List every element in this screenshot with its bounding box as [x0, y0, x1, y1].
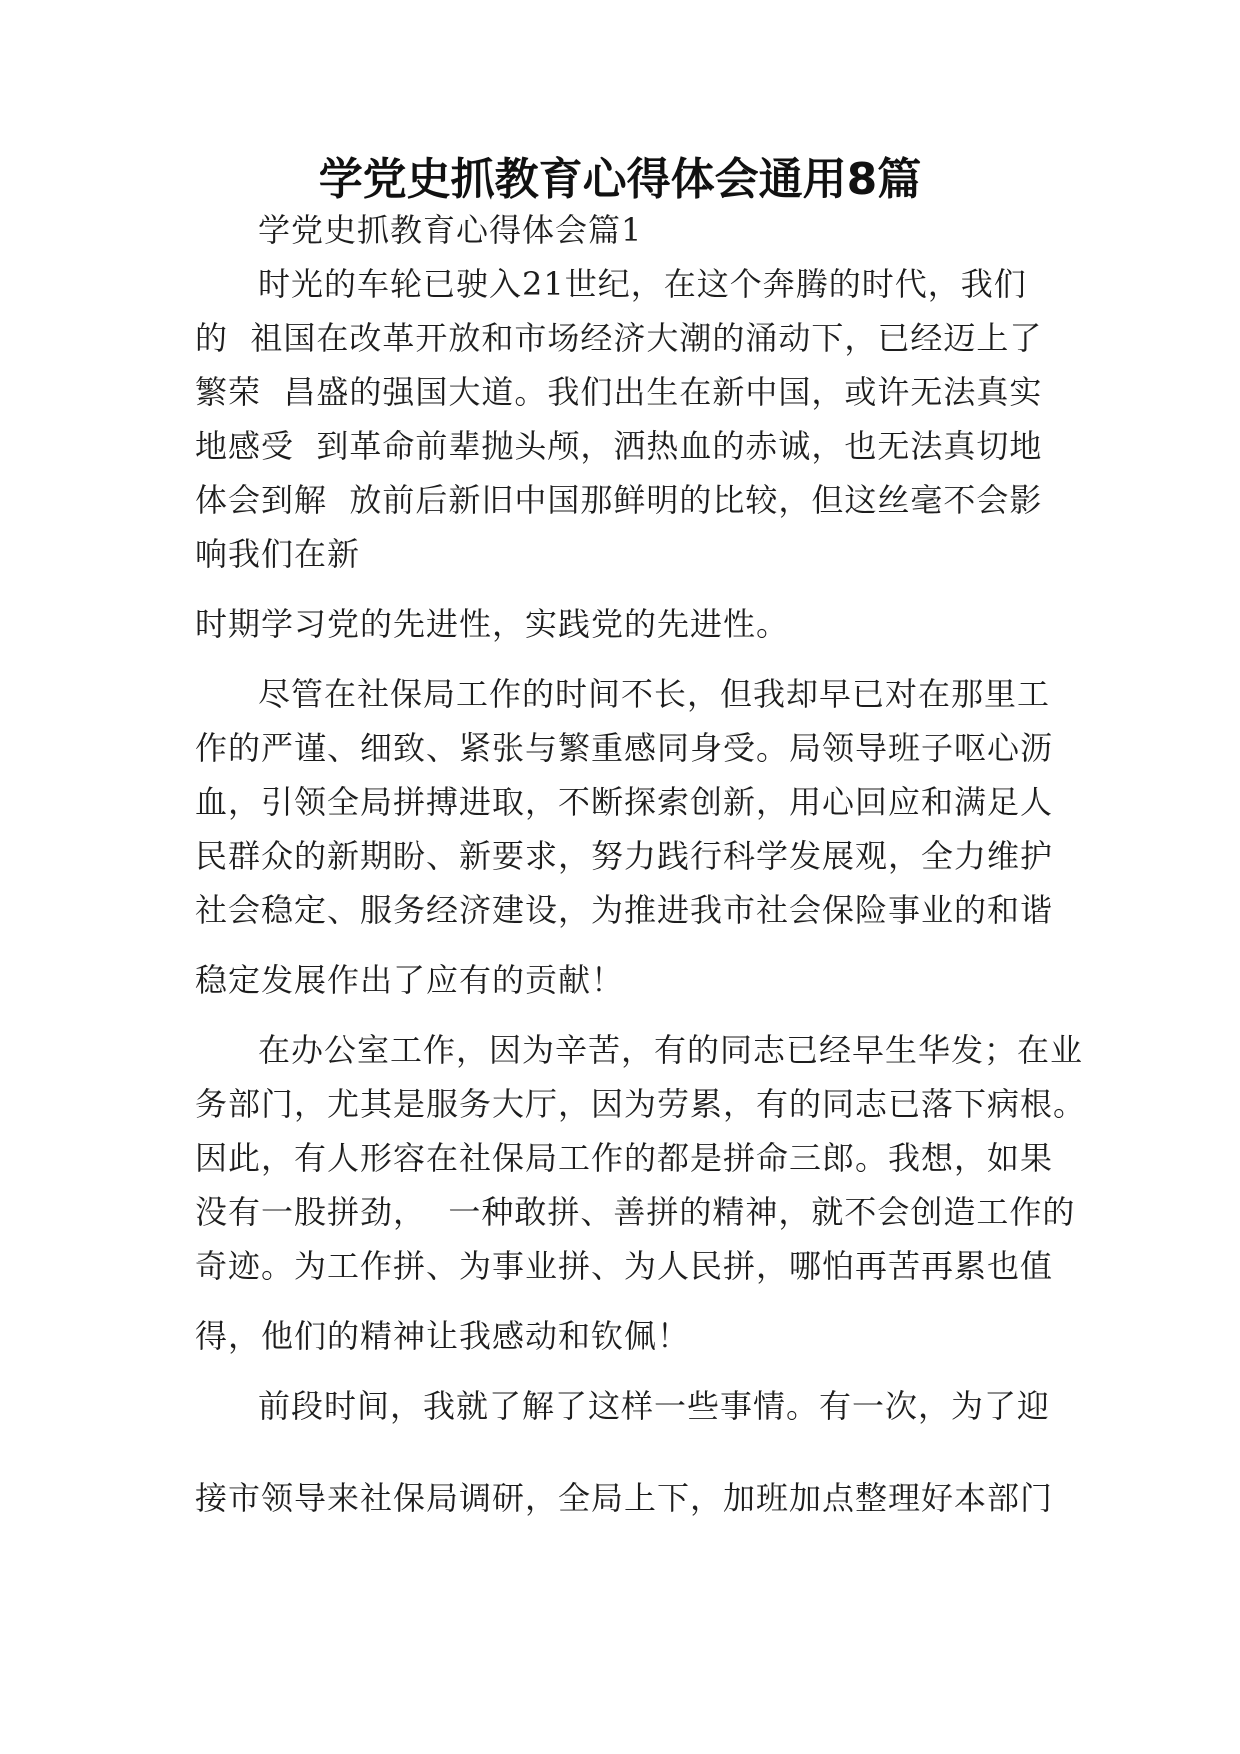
body-line: 血，引领全局拼搏进取，不断探索创新，用心回应和满足人 — [195, 783, 1054, 821]
body-line: 奇迹。为工作拼、为事业拼、为人民拼，哪怕再苦再累也值 — [195, 1247, 1054, 1285]
body-line: 因此，有人形容在社保局工作的都是拼命三郎。我想，如果 — [195, 1139, 1054, 1177]
body-line: 务部门，尤其是服务大厅，因为劳累，有的同志已落下病根。 — [195, 1085, 1087, 1123]
body-line: 稳定发展作出了应有的贡献！ — [195, 961, 625, 999]
section-heading: 学党史抓教育心得体会篇1 — [258, 211, 643, 249]
body-line: 时光的车轮已驶入21世纪，在这个奔腾的时代，我们 — [258, 265, 1027, 303]
body-line: 在办公室工作，因为辛苦，有的同志已经早生华发；在业 — [258, 1031, 1084, 1069]
body-line: 的 祖国在改革开放和市场经济大潮的涌动下，已经迈上了 — [195, 319, 1043, 357]
body-line: 尽管在社保局工作的时间不长，但我却早已对在那里工 — [258, 675, 1051, 713]
body-line: 社会稳定、服务经济建设，为推进我市社会保险事业的和谐 — [195, 891, 1054, 929]
body-line: 响我们在新 — [195, 535, 361, 573]
body-line: 得，他们的精神让我感动和钦佩！ — [195, 1317, 691, 1355]
body-line: 民群众的新期盼、新要求，努力践行科学发展观，全力维护 — [195, 837, 1054, 875]
body-line: 体会到解 放前后新旧中国那鲜明的比较，但这丝毫不会影 — [195, 481, 1043, 519]
body-line: 作的严谨、细致、紧张与繁重感同身受。局领导班子呕心沥 — [195, 729, 1054, 767]
body-line: 没有一股拼劲， 一种敢拼、善拼的精神，就不会创造工作的 — [195, 1193, 1076, 1231]
body-line: 接市领导来社保局调研，全局上下，加班加点整理好本部门 — [195, 1479, 1054, 1517]
body-line: 地感受 到革命前辈抛头颅，洒热血的赤诚，也无法真切地 — [195, 427, 1043, 465]
body-line: 时期学习党的先进性，实践党的先进性。 — [195, 605, 790, 643]
body-line: 前段时间，我就了解了这样一些事情。有一次，为了迎 — [258, 1387, 1051, 1425]
document-title: 学党史抓教育心得体会通用8篇 — [318, 154, 922, 205]
body-line: 繁荣 昌盛的强国大道。我们出生在新中国，或许无法真实 — [195, 373, 1043, 411]
